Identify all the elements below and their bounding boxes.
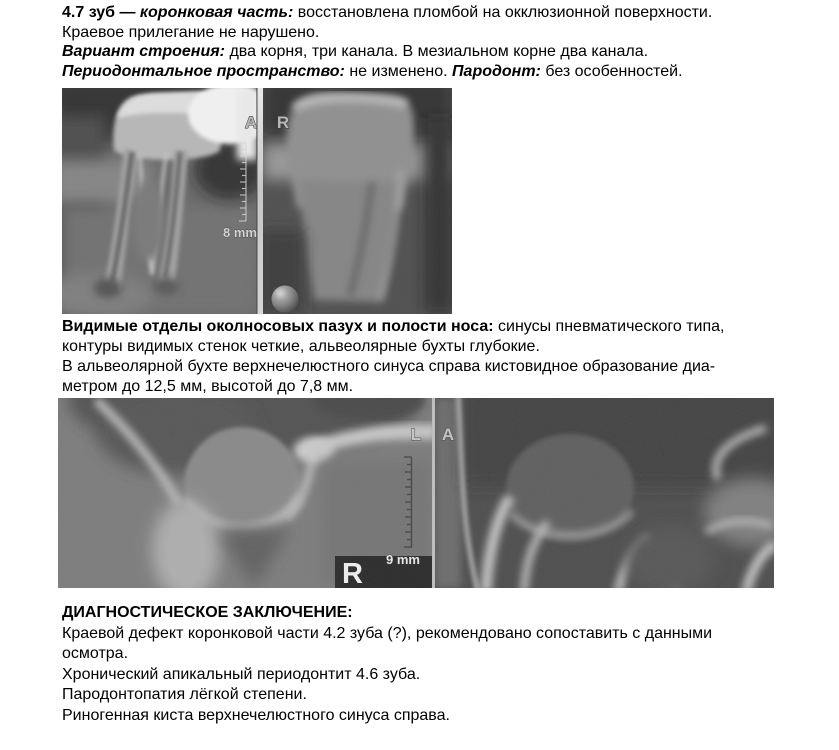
scan2-ruler-label: 9 mm	[386, 552, 420, 567]
variant-text: два корня, три канала. В мезиальном корне два канала.	[225, 43, 649, 60]
conclusion-heading: ДИАГНОСТИЧЕСКОЕ ЗАКЛЮЧЕНИЕ:	[62, 604, 353, 621]
orientation-a-label: A	[244, 113, 258, 132]
text-line	[62, 665, 712, 686]
crown-part-label: коронковая часть:	[139, 4, 294, 21]
paragraph-sinuses	[62, 317, 725, 397]
tooth-number-label: 4.7 зуб —	[62, 4, 140, 21]
sinus-walls-text: контуры видимых стенок четкие, альвеолярные бухты глубокие.	[62, 338, 540, 355]
sinus-section-label: Видимые отделы околносовых пазух и полости носа:	[62, 318, 494, 335]
text-line	[62, 337, 725, 357]
paragraph-tooth-47	[62, 3, 712, 81]
parodont-text: без особенностей.	[540, 62, 683, 80]
orientation-a-label: A	[441, 425, 455, 444]
text-line	[62, 317, 725, 337]
ct-scan-teeth-figure	[62, 88, 452, 314]
conclusion-item: осмотра.	[62, 645, 129, 662]
orientation-l-label: L	[410, 425, 422, 444]
periodontal-space-text: не изменено.	[344, 62, 453, 80]
text-line	[62, 62, 712, 82]
conclusion-item: Риногенная киста верхнечелюстного синуса справа.	[62, 706, 450, 724]
scan1-noise-texture	[62, 88, 452, 314]
text-line	[62, 644, 712, 665]
ct-scan-sinus-figure	[58, 398, 774, 588]
text-line	[62, 42, 712, 62]
conclusion-item: Краевой дефект коронковой части 4.2 зуба (?), рекомендовано сопоставить с данными	[62, 624, 713, 642]
parodont-label: Пародонт:	[452, 62, 541, 80]
cyst-size-text: метром до 12,5 мм, высотой до 7,8 мм.	[62, 378, 354, 395]
variant-label: Вариант строения:	[62, 43, 225, 60]
margin-fit-text: Краевое прилегание не нарушено.	[62, 23, 320, 41]
conclusion-item: Хронический апикальный периодонтит 4.6 зуба.	[62, 665, 421, 683]
text-line	[62, 3, 712, 23]
side-marker-r: R	[342, 558, 363, 588]
cyst-finding-text: В альвеолярной бухте верхнечелюстного синуса справа кистовидное образование диа-	[62, 358, 716, 375]
periodontal-space-label: Периодонтальное пространство:	[62, 62, 345, 80]
scan1-ruler-label: 8 mm	[223, 225, 257, 240]
orientation-r-label: R	[276, 113, 290, 132]
diagnostic-conclusion	[62, 603, 712, 726]
text-line	[62, 624, 712, 645]
text-line	[62, 357, 725, 377]
conclusion-item: Пародонтопатия лёгкой степени.	[62, 686, 307, 703]
text-line	[62, 23, 712, 43]
text-line	[62, 706, 712, 727]
crown-part-text: восстановлена пломбой на окклюзионной поверхности.	[293, 4, 713, 21]
scan2-noise-texture	[58, 398, 774, 588]
sinus-section-text: синусы пневматического типа,	[493, 318, 725, 335]
text-line	[62, 685, 712, 706]
text-line	[62, 377, 725, 397]
